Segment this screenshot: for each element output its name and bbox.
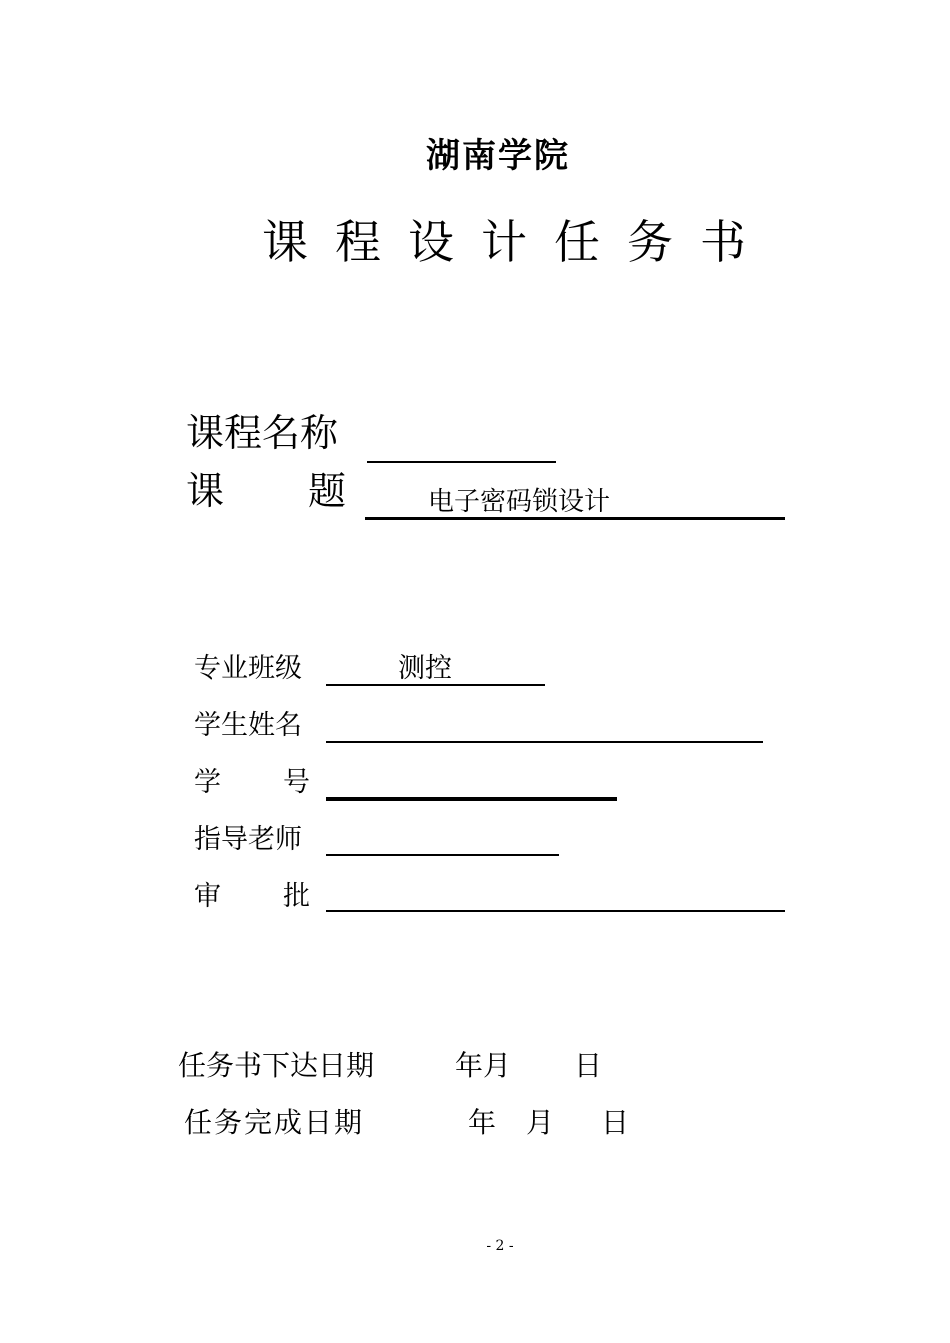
issue-date-label: 任务书下达日期 — [178, 1049, 375, 1082]
course-name-underline — [367, 461, 556, 463]
issue-year-label: 年 — [455, 1049, 484, 1082]
school-name: 湖南学院 — [426, 136, 570, 176]
course-name-label: 课程名称 — [186, 411, 339, 455]
approval-label-right: 批 — [283, 881, 310, 912]
topic-value: 电子密码锁设计 — [428, 487, 611, 517]
approval-label-left: 审 — [194, 881, 221, 912]
major-value: 测控 — [398, 653, 452, 684]
student-name-label-text: 学生姓名 — [194, 710, 302, 741]
advisor-label — [194, 817, 310, 856]
major-label-text: 专业班级 — [194, 653, 302, 684]
complete-date-label: 任务完成日期 — [184, 1106, 365, 1139]
complete-day-label: 日 — [601, 1106, 630, 1139]
topic-underline — [365, 517, 785, 520]
student-name-underline — [326, 741, 763, 743]
student-id-label — [194, 760, 310, 799]
topic-label — [186, 460, 346, 515]
topic-label-left: 课 — [186, 469, 225, 513]
page-number: - 2 - — [486, 1238, 514, 1254]
complete-year-label: 年 — [468, 1106, 497, 1139]
advisor-underline — [326, 854, 559, 856]
document-title: 课程设计任务书 — [262, 215, 773, 269]
student-id-underline — [326, 797, 617, 801]
student-id-label-left: 学 — [194, 767, 221, 798]
major-underline — [326, 684, 545, 686]
issue-day-label: 日 — [574, 1049, 603, 1082]
topic-label-right: 题 — [307, 469, 346, 513]
student-id-label-right: 号 — [283, 767, 310, 798]
approval-underline — [326, 910, 785, 912]
issue-month-label: 月 — [483, 1049, 512, 1082]
advisor-label-text: 指导老师 — [194, 824, 302, 855]
major-label — [194, 646, 310, 685]
complete-month-label: 月 — [526, 1106, 555, 1139]
student-name-label — [194, 703, 310, 742]
approval-label — [194, 874, 310, 913]
